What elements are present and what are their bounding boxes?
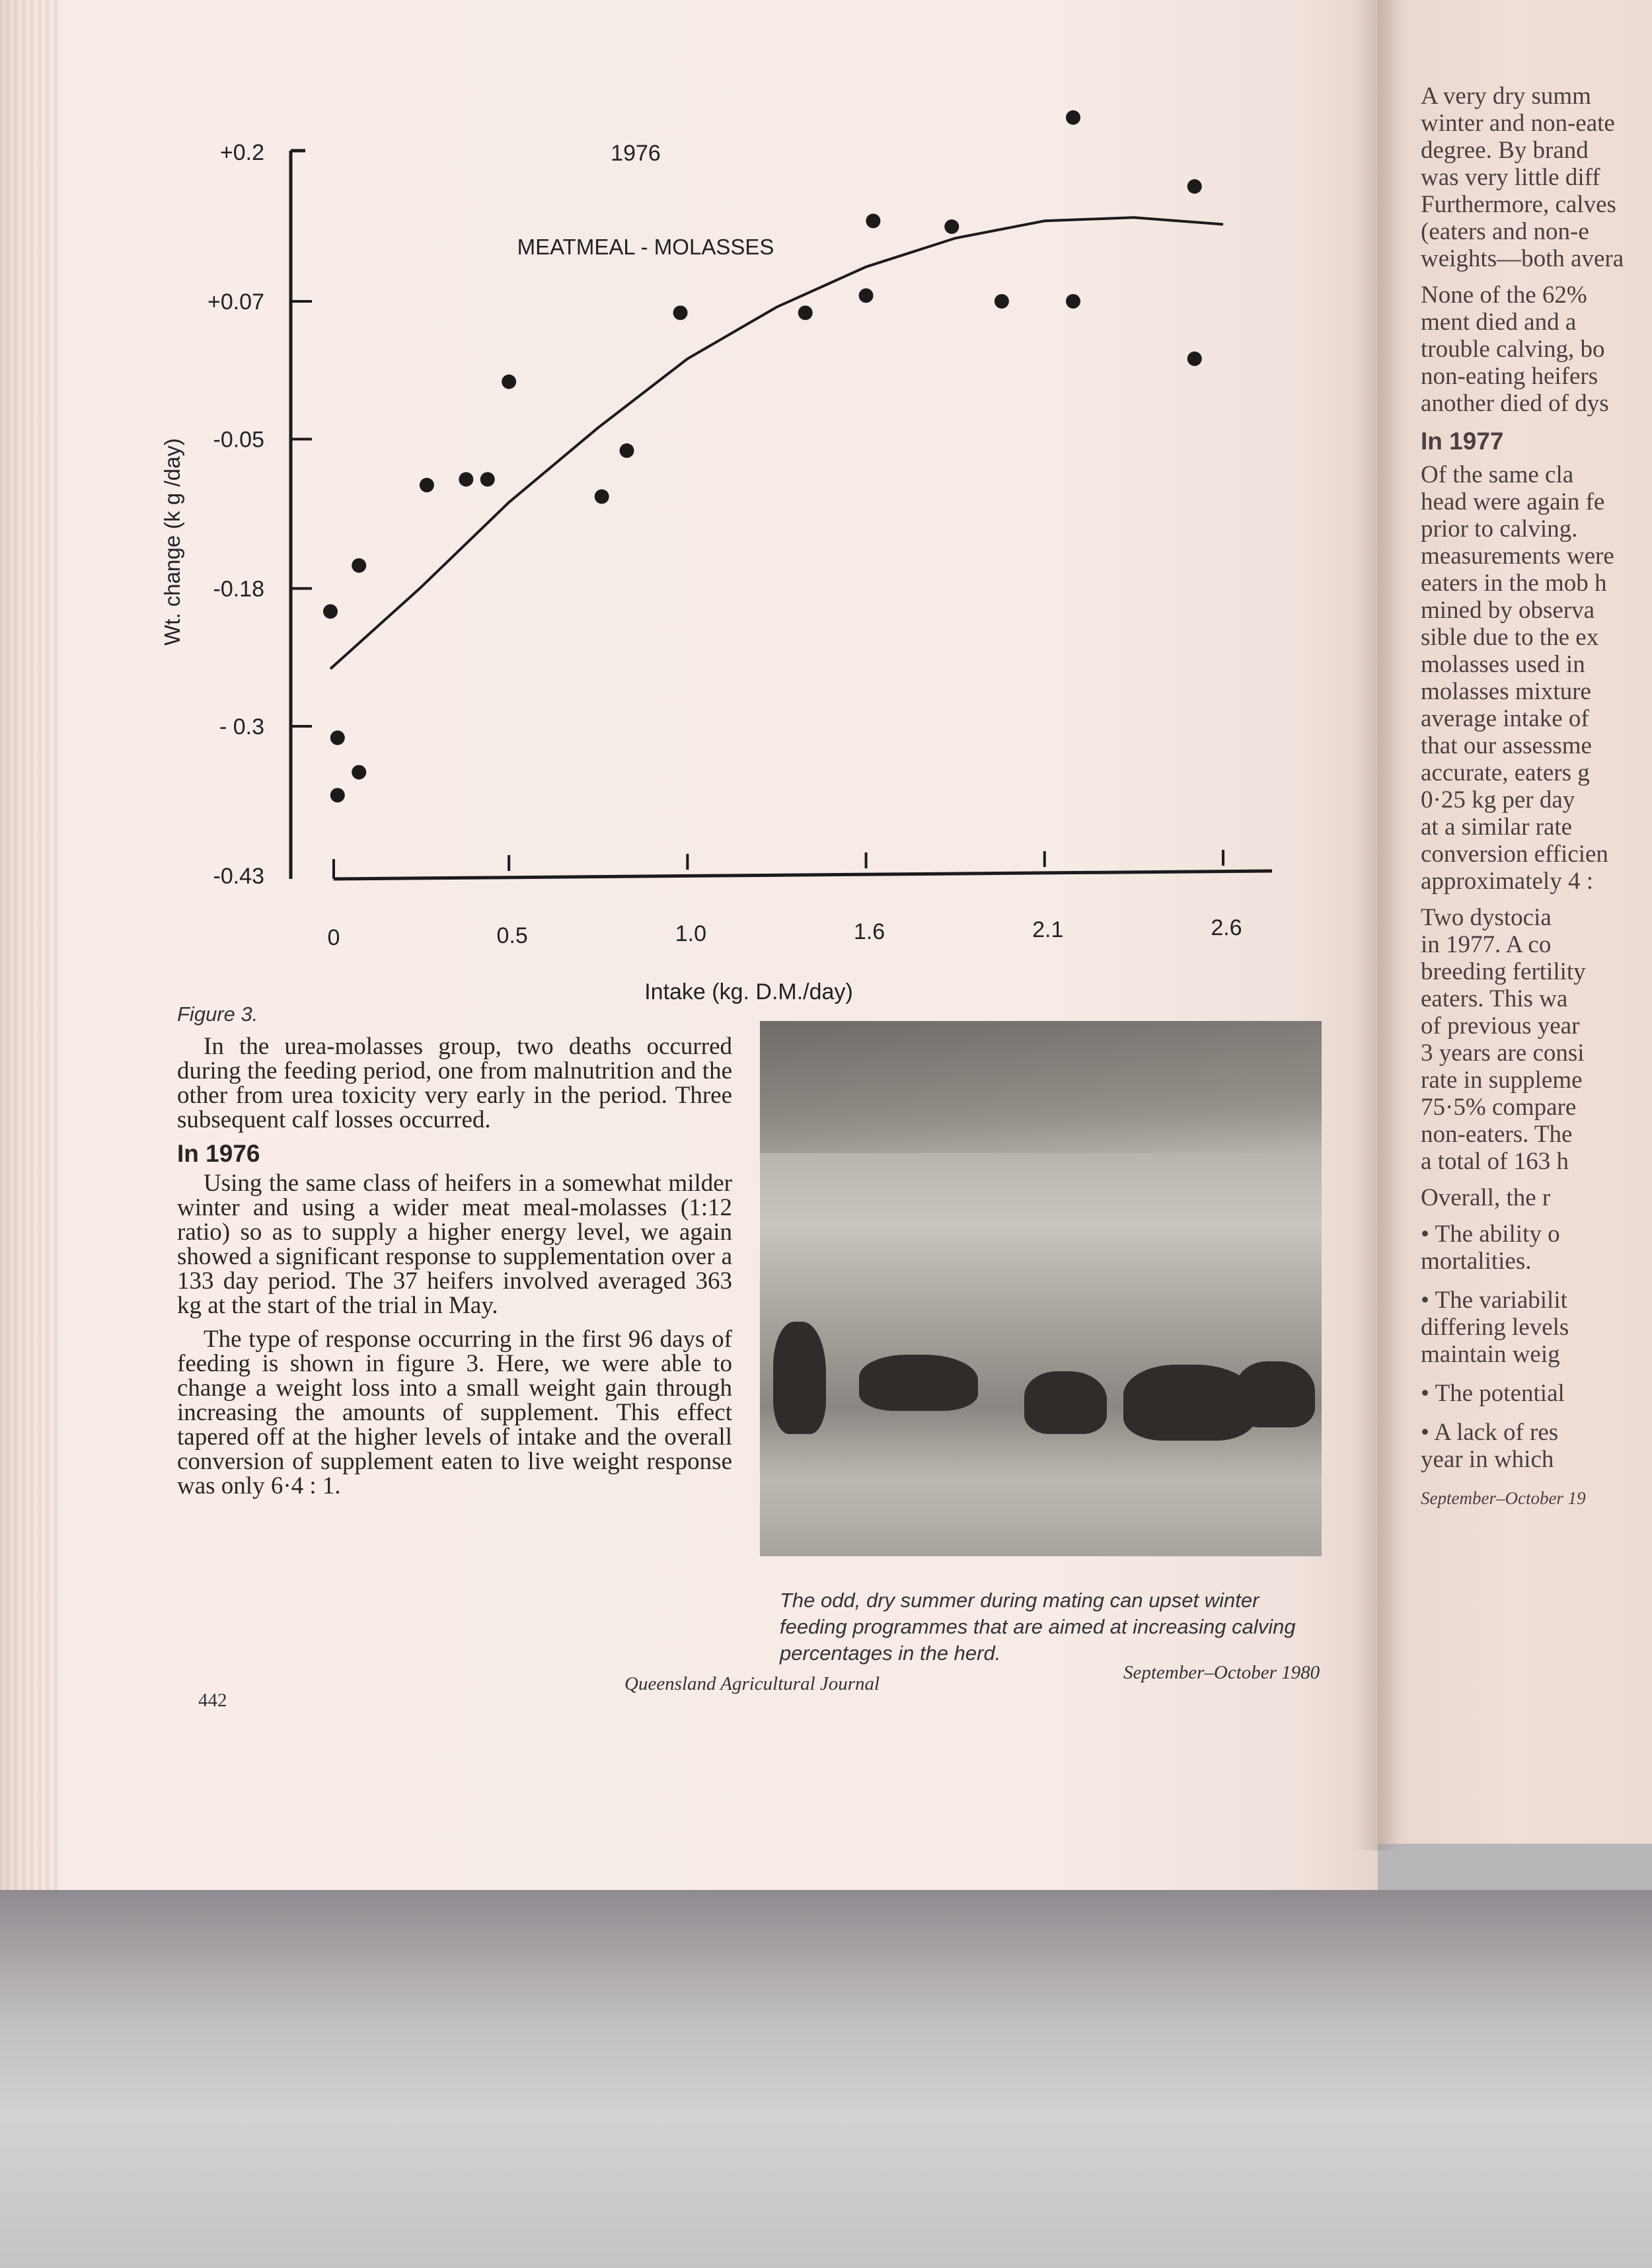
cow-figure <box>859 1355 978 1411</box>
text-line: another died of dys <box>1421 390 1609 417</box>
data-point <box>352 558 366 573</box>
paragraph: Using the same class of heifers in a somewhat milder winter and using a wider meat meal-molasses (1:12 ratio) so as to supply a higher energy level, we again showed a significant response to supplementation over a 133 day period. The 37 heifers involved averaged 363 kg at the start of the trial in May. <box>177 1170 732 1319</box>
bullet-item <box>1421 1221 1652 1275</box>
right-column-text <box>1421 83 1652 1521</box>
fitted-curve <box>330 217 1223 669</box>
left-column-text <box>177 1034 732 1498</box>
issue-date: September–October 1980 <box>1123 1662 1320 1683</box>
text-line: in 1977. A co <box>1421 931 1552 958</box>
data-point <box>330 788 345 802</box>
x-tick-label: 1.0 <box>675 921 707 946</box>
text-line: conversion efficien <box>1421 841 1608 868</box>
text-line: mortalities. <box>1421 1248 1532 1275</box>
text-line: • A lack of res <box>1421 1419 1559 1446</box>
figure-label: Figure 3. <box>177 1002 258 1026</box>
paragraph: In the urea-molasses group, two deaths occurred during the feeding period, one from malnutrition and the other from urea toxicity very early in the period. Three subsequent calf losses occurred. <box>177 1033 732 1133</box>
text-line: measurements were <box>1421 543 1614 570</box>
text-line: trouble calving, bo <box>1421 336 1605 363</box>
text-line: approximately 4 : <box>1421 868 1593 895</box>
data-point <box>1066 294 1080 309</box>
text-line: non-eating heifers <box>1421 363 1598 390</box>
data-point <box>673 305 688 320</box>
text-line: Of the same cla <box>1421 461 1574 488</box>
text-line: degree. By brand <box>1421 137 1589 164</box>
x-tick-label: 0 <box>327 925 340 950</box>
y-tick-label: -0.43 <box>213 864 264 889</box>
bullet-item <box>1421 1380 1652 1407</box>
text-line: prior to calving. <box>1421 515 1578 543</box>
photo-hillside <box>760 1021 1322 1153</box>
data-point <box>1187 352 1202 366</box>
x-tick-label: 1.6 <box>853 919 885 944</box>
cow-figure <box>773 1322 826 1434</box>
text-line: molasses mixture <box>1421 678 1591 705</box>
text-line: breeding fertility <box>1421 958 1586 985</box>
data-point <box>480 472 495 486</box>
chart-title: 1976 <box>611 141 661 166</box>
text-line: non-eaters. The <box>1421 1121 1573 1148</box>
text-line: year in which <box>1421 1446 1554 1473</box>
bullet-item <box>1421 1419 1652 1473</box>
data-point <box>995 294 1009 309</box>
journal-name: Queensland Agricultural Journal <box>624 1673 880 1694</box>
data-point <box>595 489 609 504</box>
text-line: 75·5% compare <box>1421 1094 1577 1121</box>
y-tick-label: -0.05 <box>213 427 264 453</box>
y-tick-label: -0.18 <box>213 576 264 602</box>
right-paragraph <box>1421 461 1652 895</box>
right-paragraph: Overall, the r <box>1421 1184 1551 1211</box>
y-axis-label: Wt. change (k g /day) <box>160 438 184 646</box>
data-points <box>323 110 1202 802</box>
cow-figure <box>1236 1361 1315 1427</box>
cattle-photo <box>760 1021 1322 1556</box>
chart-ticks <box>207 140 1242 950</box>
text-line: of previous year <box>1421 1012 1580 1040</box>
y-tick-label: +0.07 <box>207 289 264 315</box>
figure-3-chart <box>0 0 1378 1031</box>
paragraph: The type of response occurring in the first 96 days of feeding is shown in figure 3. Here, we were able to change a weight loss into a small weight gain through increasing the amounts of supplement. This effect tapered off at the higher levels of intake and the overall conversion of supplement eaten to live weight response was only 6·4 : 1. <box>177 1326 732 1499</box>
data-point <box>1187 179 1202 194</box>
page-number: 442 <box>198 1690 227 1711</box>
section-heading: In 1976 <box>177 1140 260 1167</box>
text-line: was very little diff <box>1421 164 1600 191</box>
right-paragraph <box>1421 83 1652 272</box>
text-line: weights—both avera <box>1421 245 1624 272</box>
text-line: • The potential <box>1421 1380 1565 1407</box>
right-page-footer: September–October 19 <box>1421 1488 1586 1508</box>
data-point <box>620 443 634 458</box>
y-tick-label: +0.2 <box>219 140 264 165</box>
bullet-item <box>1421 1287 1652 1368</box>
text-line: maintain weig <box>1421 1341 1560 1368</box>
text-line: rate in suppleme <box>1421 1067 1583 1094</box>
text-line: a total of 163 h <box>1421 1148 1569 1175</box>
data-point <box>352 765 366 780</box>
text-line: that our assessme <box>1421 732 1592 759</box>
data-point <box>330 730 345 745</box>
x-tick-label: 2.6 <box>1211 915 1242 940</box>
text-line: mined by observa <box>1421 597 1595 624</box>
text-line: eaters in the mob h <box>1421 570 1607 597</box>
data-point <box>944 219 959 234</box>
background-surface <box>0 1890 1652 2268</box>
text-line: differing levels <box>1421 1314 1569 1341</box>
text-line: • The ability o <box>1421 1221 1560 1248</box>
data-point <box>866 213 880 228</box>
x-tick-label: 0.5 <box>496 923 528 948</box>
data-point <box>502 375 516 389</box>
cow-figure <box>1024 1371 1107 1434</box>
right-section-heading: In 1977 <box>1421 428 1504 455</box>
text-line: average intake of <box>1421 705 1589 732</box>
x-axis-line <box>334 871 1272 879</box>
text-line: molasses used in <box>1421 651 1585 678</box>
text-line: at a similar rate <box>1421 813 1573 841</box>
data-point <box>420 478 434 492</box>
text-line: ment died and a <box>1421 309 1577 336</box>
data-point <box>459 472 473 486</box>
text-line: winter and non-eate <box>1421 110 1615 137</box>
text-line: sible due to the ex <box>1421 624 1599 651</box>
text-line: A very dry summ <box>1421 83 1591 110</box>
text-line: 3 years are consi <box>1421 1040 1585 1067</box>
x-axis-label: Intake (kg. D.M./day) <box>644 979 853 1004</box>
x-tick-label: 2.1 <box>1032 917 1064 942</box>
text-line: None of the 62% <box>1421 282 1587 309</box>
text-line: eaters. This wa <box>1421 985 1568 1012</box>
text-line: • The variabilit <box>1421 1287 1567 1314</box>
y-tick-label: - 0.3 <box>219 714 264 740</box>
text-line: head were again fe <box>1421 488 1605 515</box>
text-line: Two dystocia <box>1421 904 1552 931</box>
data-point <box>798 305 813 320</box>
data-point <box>859 288 874 303</box>
text-line: 0·25 kg per day <box>1421 786 1575 813</box>
text-line: (eaters and non-e <box>1421 218 1589 245</box>
chart-annotation: MEATMEAL - MOLASSES <box>517 235 774 259</box>
data-point <box>1066 110 1080 125</box>
chart-axes <box>291 151 1272 879</box>
photo-caption: The odd, dry summer during mating can upset winter feeding programmes that are aimed at increasing calving percentages in the herd. <box>780 1589 1296 1665</box>
right-paragraph <box>1421 282 1652 417</box>
data-point <box>323 604 338 619</box>
text-line: accurate, eaters g <box>1421 759 1590 786</box>
right-paragraph <box>1421 904 1652 1175</box>
text-line: Furthermore, calves <box>1421 191 1616 218</box>
